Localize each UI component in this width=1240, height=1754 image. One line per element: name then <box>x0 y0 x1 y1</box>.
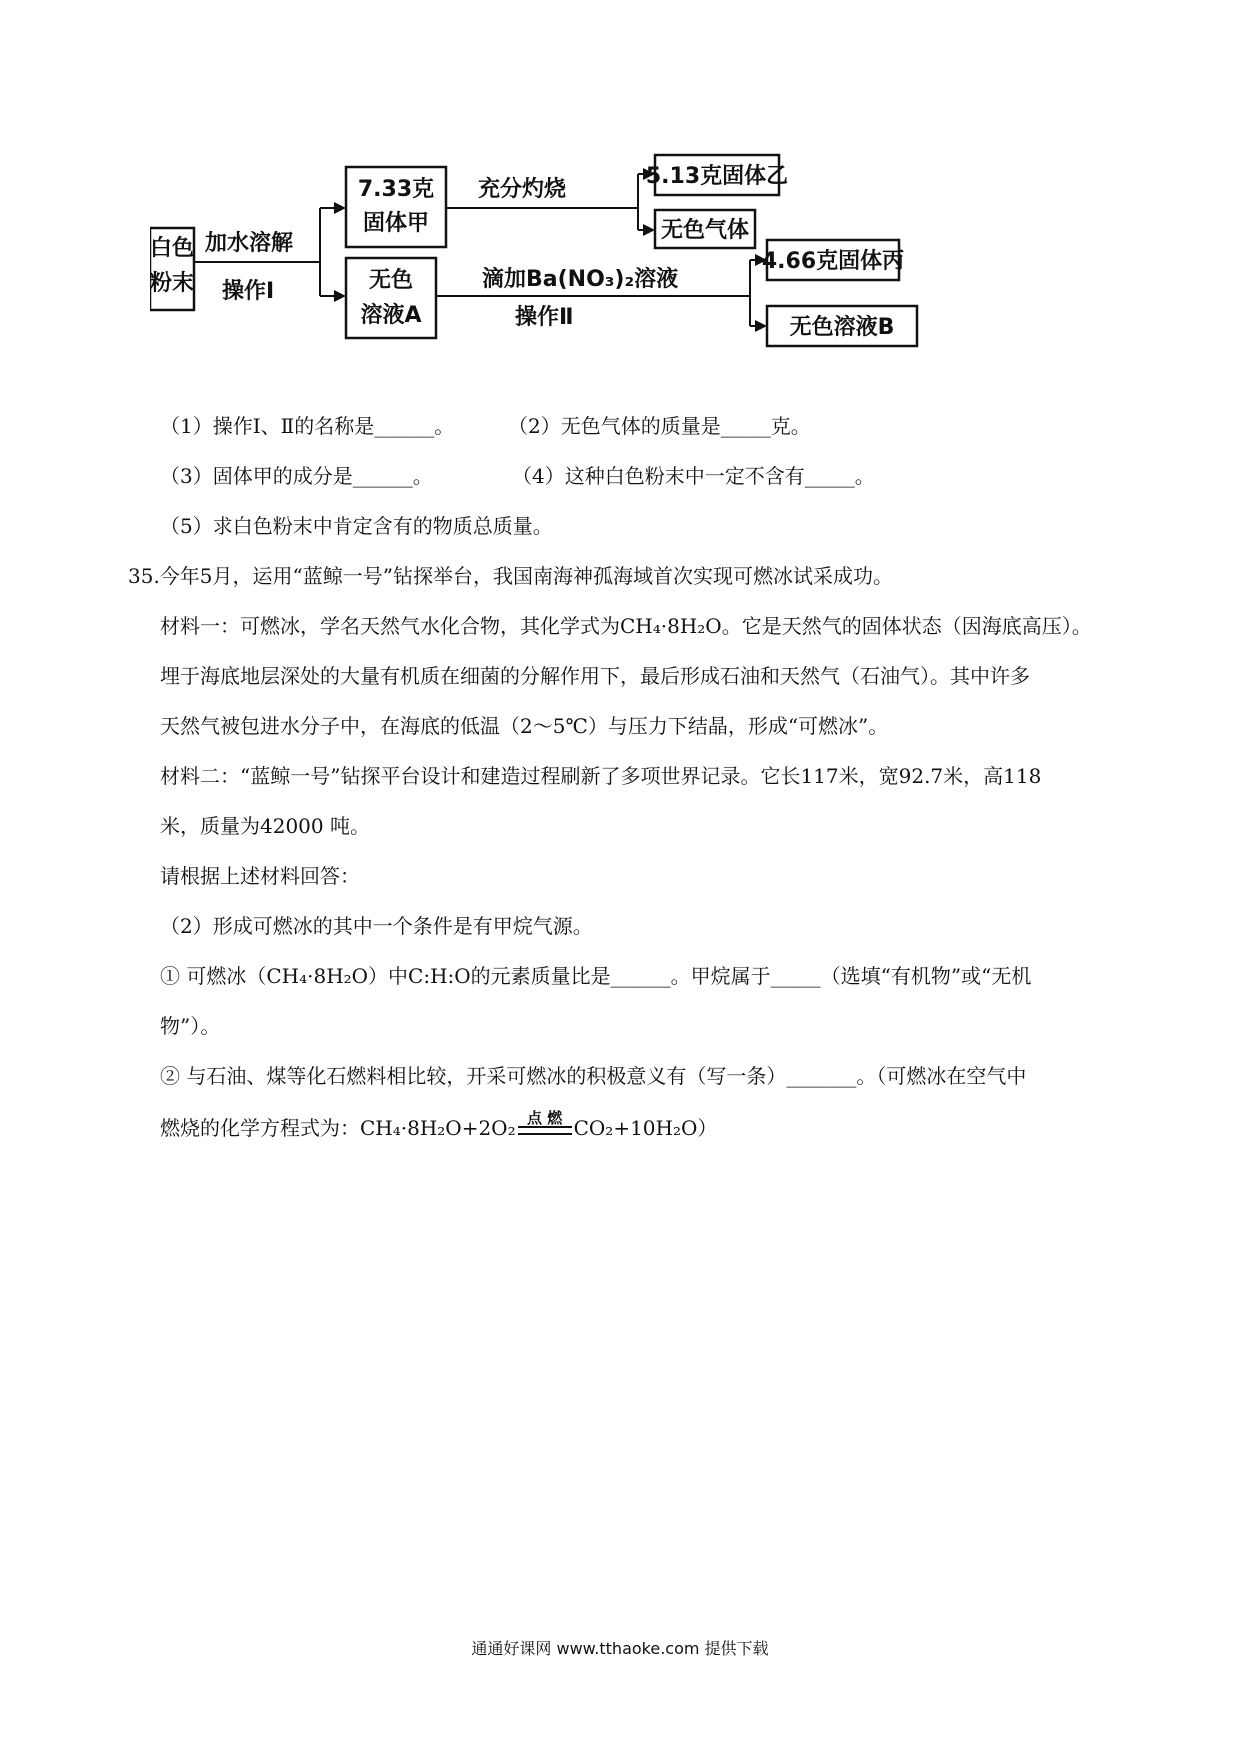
condition-1-line-2: 物”）。 <box>160 1014 221 1038</box>
material-1-line-2: 埋于海底地层深处的大量有机质在细菌的分解作用下，最后形成石油和天然气（石油气）。其中许多 <box>160 664 1030 688</box>
reaction-condition-label: 点 燃 <box>526 1109 563 1127</box>
op2-label: 操作Ⅱ <box>515 305 574 330</box>
flow-diagram-svg <box>150 150 1050 400</box>
arrow-head <box>643 224 655 236</box>
add-reagent-label: 滴加Ba(NO₃)₂溶液 <box>482 267 679 292</box>
op1-top-label: 加水溶解 <box>205 231 294 256</box>
material-2-line-1: 材料二：“蓝鲸一号”钻探平台设计和建造过程刷新了多项世界记录。它长117米，宽92.7米，高118 <box>160 764 1042 788</box>
material-1-line-3: 天然气被包进水分子中，在海底的低温（2～5℃）与压力下结晶，形成“可燃冰”。 <box>160 714 889 738</box>
op1-bottom-label: 操作Ⅰ <box>222 279 275 304</box>
material-1-line-1: 材料一：可燃冰，学名天然气水化合物，其化学式为CH₄·8H₂O。它是天然气的固体状态（因海底高压）。 <box>160 614 1092 638</box>
equation-prefix: 燃烧的化学方程式为：CH₄·8H₂O+2O₂ <box>160 1116 516 1140</box>
flow-diagram <box>150 150 1050 400</box>
solid-yi-label: 5.13克固体乙 <box>645 164 789 189</box>
question-2: （2）无色气体的质量是_____克。 <box>508 414 811 438</box>
question-4: （4）这种白色粉末中一定不含有_____。 <box>512 464 875 488</box>
solid-jia-label-2: 固体甲 <box>362 211 430 236</box>
solid-bing-label: 4.66克固体丙 <box>761 249 905 274</box>
question-5: （5）求白色粉末中肯定含有的物质总质量。 <box>160 514 553 538</box>
arrow-head <box>334 202 346 214</box>
gas-label: 无色气体 <box>660 218 750 243</box>
equation-suffix: CO₂+10H₂O） <box>573 1116 718 1140</box>
white-powder-label-2: 粉末 <box>150 271 195 296</box>
arrow-head <box>755 320 767 332</box>
answer-prompt: 请根据上述材料回答： <box>160 864 360 888</box>
question-3: （3）固体甲的成分是______。 <box>160 464 433 488</box>
ignite-label: 充分灼烧 <box>478 177 567 202</box>
material-2-line-2: 米，质量为42000 吨。 <box>160 814 370 838</box>
footer-text: 通通好课网 www.tthaoke.com 提供下载 <box>471 1639 769 1658</box>
solution-b-label: 无色溶液B <box>789 315 895 340</box>
condition-1-line-1: ① 可燃冰（CH₄·8H₂O）中C:H:O的元素质量比是______。甲烷属于_____（选填“有机物”或“无机 <box>160 964 1032 988</box>
subquestion-2: （2）形成可燃冰的其中一个条件是有甲烷气源。 <box>160 914 593 938</box>
combustion-equation <box>160 1109 718 1142</box>
solution-a-label-2: 溶液A <box>360 303 422 328</box>
arrow-head <box>334 290 346 302</box>
question-1: （1）操作Ⅰ、Ⅱ的名称是______。 <box>160 414 455 438</box>
condition-2-line-1: ② 与石油、煤等化石燃料相比较，开采可燃冰的积极意义有（写一条）_______。（可燃冰在空气中 <box>160 1064 1027 1088</box>
solution-a-label-1: 无色 <box>368 268 414 293</box>
equals-sign <box>518 1126 572 1135</box>
reaction-condition <box>516 1109 574 1142</box>
question-35-title: 35.今年5月，运用“蓝鲸一号”钻探举台，我国南海神孤海域首次实现可燃冰试采成功。 <box>128 564 893 588</box>
solid-jia-label-1: 7.33克 <box>357 177 435 202</box>
white-powder-label-1: 白色 <box>150 236 195 261</box>
